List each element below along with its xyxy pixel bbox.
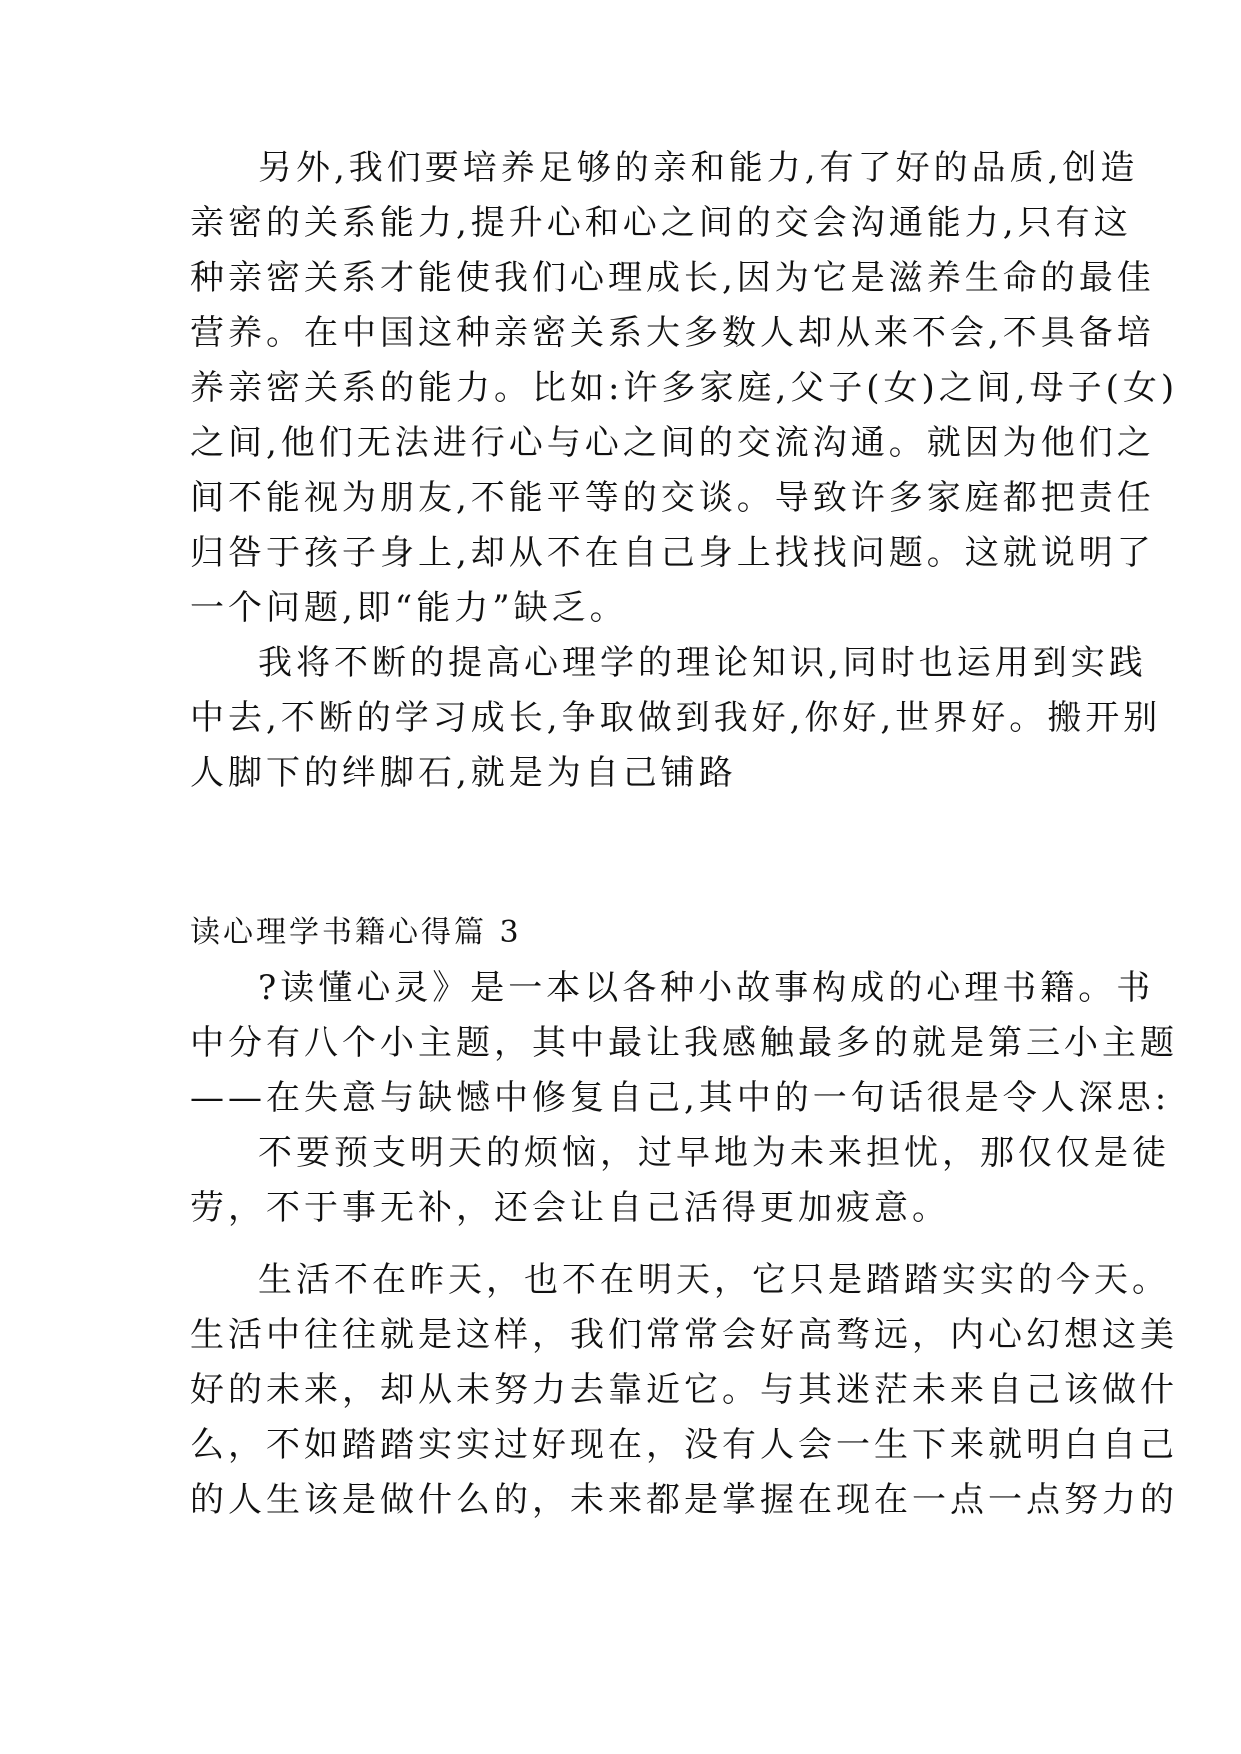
paragraph-line: 的人生该是做什么的，未来都是掌握在现在一点一点努力的: [190, 1480, 1178, 1520]
paragraph-line: 我将不断的提高心理学的理论知识,同时也运用到实践: [258, 643, 1147, 683]
paragraph-line: ——在失意与缺憾中修复自己,其中的一句话很是令人深思:: [190, 1078, 1171, 1118]
paragraph-line: 生活中往往就是这样，我们常常会好高骛远，内心幻想这美: [190, 1315, 1178, 1355]
paragraph-line: 间不能视为朋友,不能平等的交谈。导致许多家庭都把责任: [190, 478, 1155, 518]
paragraph-line: 人脚下的绊脚石,就是为自己铺路: [190, 753, 737, 793]
paragraph-line: 么，不如踏踏实实过好现在，没有人会一生下来就明白自己: [190, 1425, 1178, 1465]
paragraph-line: ?读懂心灵》是一本以各种小故事构成的心理书籍。书: [258, 968, 1155, 1008]
paragraph-line: 不要预支明天的烦恼，过早地为未来担忧，那仅仅是徒: [258, 1133, 1170, 1173]
paragraph-line: 营养。在中国这种亲密关系大多数人却从来不会,不具备培: [190, 313, 1155, 353]
paragraph-line: 中去,不断的学习成长,争取做到我好,你好,世界好。搬开别: [190, 698, 1162, 738]
paragraph-line: 生活不在昨天，也不在明天，它只是踏踏实实的今天。: [258, 1260, 1170, 1300]
paragraph-line: 养亲密关系的能力。比如:许多家庭,父子(女)之间,母子(女): [190, 368, 1179, 408]
paragraph-line: 种亲密关系才能使我们心理成长,因为它是滋养生命的最佳: [190, 258, 1155, 298]
section-heading: 读心理学书籍心得篇 3: [190, 915, 522, 950]
paragraph-line: 一个问题,即“能力”缺乏。: [190, 588, 628, 628]
paragraph-line: 之间,他们无法进行心与心之间的交流沟通。就因为他们之: [190, 423, 1155, 463]
paragraph-line: 中分有八个小主题，其中最让我感触最多的就是第三小主题: [190, 1023, 1178, 1063]
paragraph-line: 归咎于孩子身上,却从不在自己身上找找问题。这就说明了: [190, 533, 1155, 573]
paragraph-line: 另外,我们要培养足够的亲和能力,有了好的品质,创造: [258, 148, 1139, 188]
paragraph-line: 亲密的关系能力,提升心和心之间的交会沟通能力,只有这: [190, 203, 1132, 243]
paragraph-line: 好的未来，却从未努力去靠近它。与其迷茫未来自己该做什: [190, 1370, 1178, 1410]
paragraph-line: 劳，不于事无补，还会让自己活得更加疲意。: [190, 1188, 950, 1228]
